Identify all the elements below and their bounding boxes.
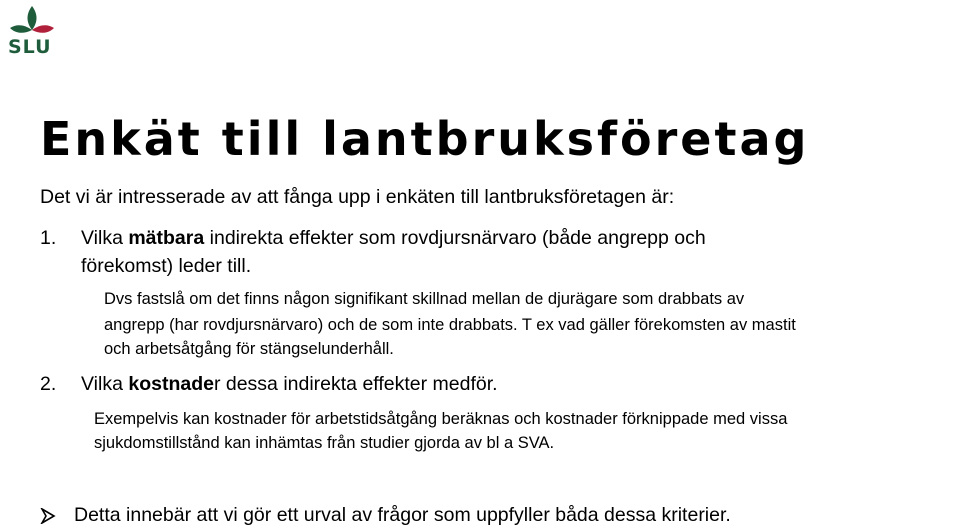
item-2-bold: kostnade bbox=[128, 373, 214, 395]
item-1-sub-line: Dvs fastslå om det finns någon signifikant skillnad mellan de djurägare som drabbats av bbox=[104, 290, 745, 308]
item-2-post: r dessa indirekta effekter medför. bbox=[213, 373, 498, 395]
intro-text: Det vi är intresserade av att fånga upp i enkäten till lantbruksföretagen är: bbox=[40, 186, 675, 208]
item-2-number: 2. bbox=[40, 373, 57, 395]
item-1-bold: mätbara bbox=[128, 227, 205, 249]
arrow-bullet-icon bbox=[40, 508, 56, 524]
item-1-continuation: förekomst) leder till. bbox=[81, 255, 252, 277]
item-1-post: indirekta effekter som rovdjursnärvaro (både angrepp och bbox=[204, 227, 706, 249]
item-1-text bbox=[81, 227, 706, 250]
item-2-sub-line: sjukdomstillstånd kan inhämtas från studier gjorda av bl a SVA. bbox=[94, 434, 555, 452]
item-1-number: 1. bbox=[40, 227, 57, 249]
page-title: Enkät till lantbruksföretag bbox=[40, 112, 810, 166]
item-1-sub-line: och arbetsåtgång för stängselunderhåll. bbox=[104, 340, 394, 358]
item-2-sub-line: Exempelvis kan kostnader för arbetstidsåtgång beräknas och kostnader förknippade med vissa bbox=[94, 410, 788, 428]
item-1-sub-line: angrepp (har rovdjursnärvaro) och de som inte drabbats. T ex vad gäller förekomsten av mastit bbox=[104, 316, 796, 334]
conclusion-text: Detta innebär att vi gör ett urval av frågor som uppfyller båda dessa kriterier. bbox=[74, 504, 731, 526]
item-2-pre: Vilka bbox=[81, 373, 129, 395]
item-2-text bbox=[81, 373, 498, 396]
logo-text: SLU bbox=[8, 36, 52, 58]
item-1-pre: Vilka bbox=[81, 227, 129, 249]
